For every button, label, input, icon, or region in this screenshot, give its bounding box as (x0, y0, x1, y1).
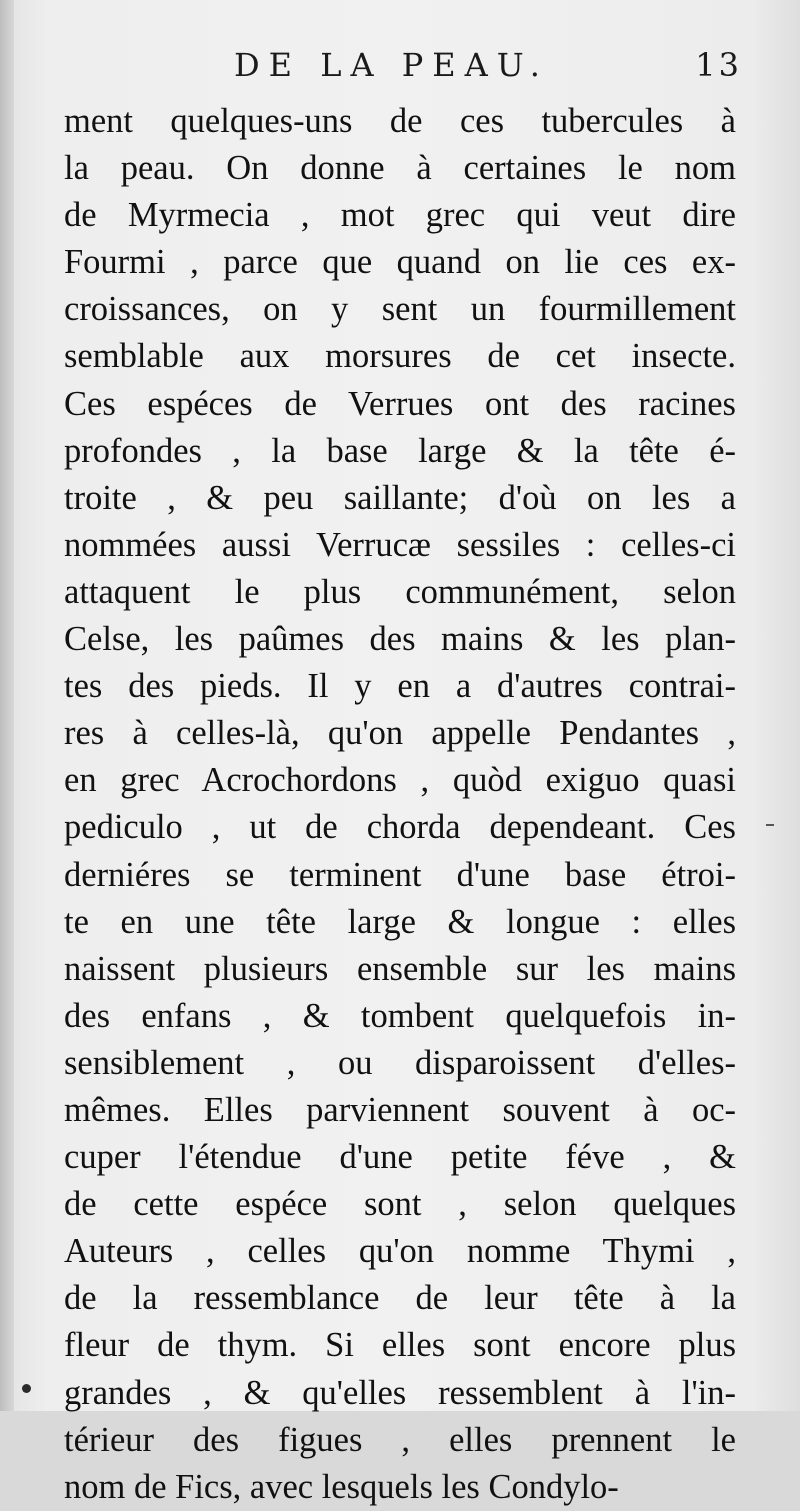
text-line-21: sensiblement , ou disparoissent d'elles- (64, 1043, 736, 1082)
text-line-24: de cette espéce sont , selon quelques (64, 1185, 736, 1224)
text-line-25: Auteurs , celles qu'on nomme Thymi , (64, 1232, 736, 1271)
text-line-30: nom de Fics, avec lesquels les Condylo- (64, 1467, 619, 1506)
text-line-4: Fourmi , parce que quand on lie ces ex- (64, 243, 736, 282)
text-line-1: ment quelques-uns de ces tubercules à (64, 102, 736, 140)
text-line-2: la peau. On donne à certaines le nom (64, 149, 736, 188)
text-line-8: profondes , la base large & la tête é- (64, 431, 736, 470)
text-line-29: térieur des figues , elles prennent le (64, 1420, 736, 1459)
running-head (62, 46, 742, 96)
page-number: 13 (695, 46, 742, 84)
text-line-26: de la ressemblance de leur tête à la (64, 1279, 736, 1318)
body-text (64, 98, 736, 1511)
text-line-23: cuper l'étendue d'une petite féve , & (64, 1138, 736, 1177)
text-line-28: grandes , & qu'elles ressemblent à l'in- (64, 1373, 736, 1412)
text-line-10: nommées aussi Verrucæ sessiles : celles-ci (64, 525, 736, 564)
ink-spot (22, 1384, 31, 1393)
text-line-27: fleur de thym. Si elles sont encore plus (64, 1326, 736, 1365)
text-line-20: des enfans , & tombent quelquefois in- (64, 996, 736, 1035)
text-line-15: en grec Acrochordons , quòd exiguo quasi (64, 761, 736, 800)
text-line-22: mêmes. Elles parviennent souvent à oc- (64, 1090, 736, 1129)
running-title: DE LA PEAU. (234, 46, 549, 84)
text-line-5: croissances, on y sent un fourmillement (64, 290, 736, 329)
text-line-19: naissent plusieurs ensemble sur les mains (64, 949, 736, 988)
page-binding-edge (0, 0, 14, 1411)
text-line-13: tes des pieds. Il y en a d'autres contrai- (64, 667, 736, 706)
text-line-9: troite , & peu saillante; d'où on les a (64, 478, 736, 517)
text-line-3: de Myrmecia , mot grec qui veut dire (64, 196, 736, 235)
text-line-16: pediculo , ut de chorda dependeant. Ces (64, 808, 736, 847)
text-line-11: attaquent le plus communément, selon (64, 572, 736, 611)
margin-mark (766, 824, 774, 826)
text-line-6: semblable aux morsures de cet insecte. (64, 337, 736, 376)
text-line-12: Celse, les paûmes des mains & les plan- (64, 620, 736, 659)
text-line-7: Ces espéces de Verrues ont des racines (64, 384, 736, 423)
text-line-17: derniéres se terminent d'une base étroi- (64, 855, 736, 894)
text-line-18: te en une tête large & longue : elles (64, 902, 736, 941)
text-line-14: res à celles-là, qu'on appelle Pendantes , (64, 714, 736, 753)
